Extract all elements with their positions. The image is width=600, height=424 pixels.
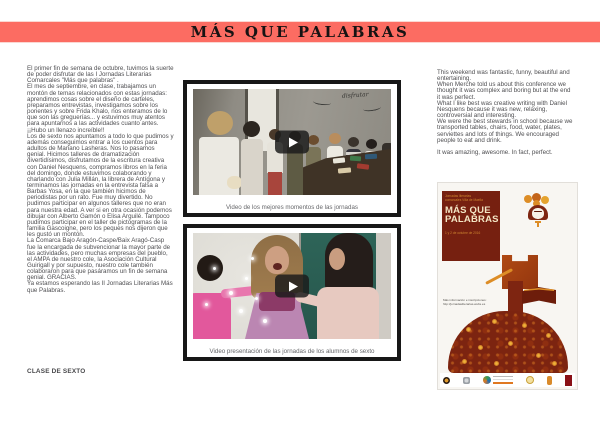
event-poster [437, 182, 578, 390]
sponsor-logo-icon [547, 376, 552, 385]
play-button[interactable] [275, 275, 309, 298]
sparkle [205, 303, 208, 306]
sparkle [245, 277, 248, 280]
play-button[interactable] [275, 131, 309, 154]
sponsor-logo-icon [443, 377, 450, 384]
play-icon [289, 137, 298, 147]
comarca-logo-icon [483, 375, 513, 386]
photo-girl-mouth [273, 263, 282, 270]
poster-dress [448, 311, 568, 373]
article-paragraph: El primer fin de semana de octubre, tuvimos la suerte de poder disfrutar de las I Jornadas Literarias Comarcales "Más que palabras" . [27, 65, 174, 85]
article-paragraph: Ya estamos esperando las II Jornadas Literarias Más que Palabras. [27, 280, 173, 294]
book [365, 154, 377, 160]
sponsor-logos [440, 373, 575, 387]
video1-photo [193, 89, 391, 195]
photo-kid-body [193, 293, 231, 339]
title-banner [0, 21, 600, 43]
book [350, 156, 361, 162]
poster-title: MÁS QUE PALABRAS [445, 204, 499, 226]
article-paragraph: When Merche told us about this conference we thought it was complex and boring but at the end it was perfect. [437, 81, 571, 101]
article-paragraph: El mes de septiembre, en clase, trabajamos un montón de temas relacionados con estas jornadas: aprendimos cosas sobre el diseño de carteles, preparamos entrevistas, investigamos sobre los ponentes y sobre Frida Khalo, nos enteramos de lo que son las greguerías... y estuvimos muy atentos para apuntarnos a las actividades cuanto antes. ¡¡Hubo un llenazo increíble!! [27, 83, 168, 134]
poster-date: 1 y 2 de octubre de 2016 [445, 231, 481, 236]
sparkle [255, 297, 258, 300]
article-english [437, 70, 574, 156]
article-paragraph: What I like best was creative writing with Daniel Nesquens because it was new, relaxing, controversial and interesting. [437, 99, 567, 120]
article-paragraph: It was amazing, awesome. In fact, perfect. [437, 148, 553, 156]
sparkle [229, 291, 233, 295]
article-spanish [27, 66, 174, 294]
sparkle [239, 309, 243, 313]
sponsor-logo-icon [463, 377, 470, 384]
video-thumbnail-best-moments[interactable] [183, 80, 401, 217]
photo-girl2-face [329, 248, 345, 270]
poster-figure-torso [508, 281, 523, 315]
poster-title-block [442, 191, 500, 261]
poster-kicker: Jornadas literarias [445, 194, 472, 198]
page-title: MÁS QUE PALABRAS [190, 23, 410, 41]
sponsor-logo-icon [526, 376, 534, 384]
sparkle [251, 257, 254, 260]
photo-person [239, 121, 265, 195]
video-caption: Video de los mejores momentos de las jornadas [226, 204, 358, 211]
article-paragraph: La Comarca Bajo Aragón-Caspe/Baix Aragó-Casp fue la encargada de subvencionar la mayor parte de las actividades, pero muchas empresas del pueblo, el AMPA de nuestro cole, la Asociación Cultural Guirigall y por supuesto, nuestro cole también colaboraron para que pasáramos un fin de semana genial. GRACIAS. [27, 237, 171, 282]
article-paragraph: This weekend was fantastic, funny, beautiful and entertaining. [437, 69, 570, 83]
sparkle [213, 267, 216, 270]
photo-person [195, 111, 245, 195]
video-thumbnail-presentation[interactable] [183, 224, 401, 361]
frida-head-icon [522, 193, 554, 237]
photo-girl2-coat [317, 287, 379, 339]
wall-handwriting: disfrutar [342, 91, 370, 100]
play-icon [289, 281, 298, 291]
sponsor-logo-icon [565, 375, 572, 386]
article-paragraph: We were the best stewards in school because we transported tables, chairs, food, water, plates, serviettes and lots of things. We encouraged people to eat and drink. [437, 118, 573, 144]
poster-kicker: comarcales Villa de Maella [445, 197, 483, 202]
video-caption: Video presentación de las jornadas de los alumnos de sexto [209, 348, 375, 355]
video2-photo [193, 233, 391, 339]
photo-kid-hair [197, 255, 223, 281]
poster-info: Más información e inscripciones: http://jornadasliterarias.webs.es [443, 298, 487, 306]
sparkle [263, 319, 267, 323]
article-paragraph: Los de sexto nos apuntamos a todo lo que pudimos y además conseguimos entrar a los cuentos para adultos de Mariano Lasheras. Nos lo pasamos genial. Hicimos talleres de dramatización divertidísimos, disfrutamos de la escritura creativa con Daniel Nesquens, compramos libros en la feria del domingo, donde estuvimos colaborando y charlando con Julia Millán, la librera de Antígona y terminamos las jornadas en la entrevista falsa a Barbas Yosa, en la que también hicimos de periodistas por un rato. Fue muy divertido. No pudimos participar en algunos talleres que no eran para nuestra edad. A ver si en otra ocasión podemos dibujar con Alberto Gamón o Elisa Arguilé. Tampoco pudimos participar en el taller de pictogramas de la familia Gascoigne, pero los peques nos dijeron que les gustó un montón. [27, 132, 174, 239]
article-signature: CLASE DE SEXTO [27, 368, 86, 375]
